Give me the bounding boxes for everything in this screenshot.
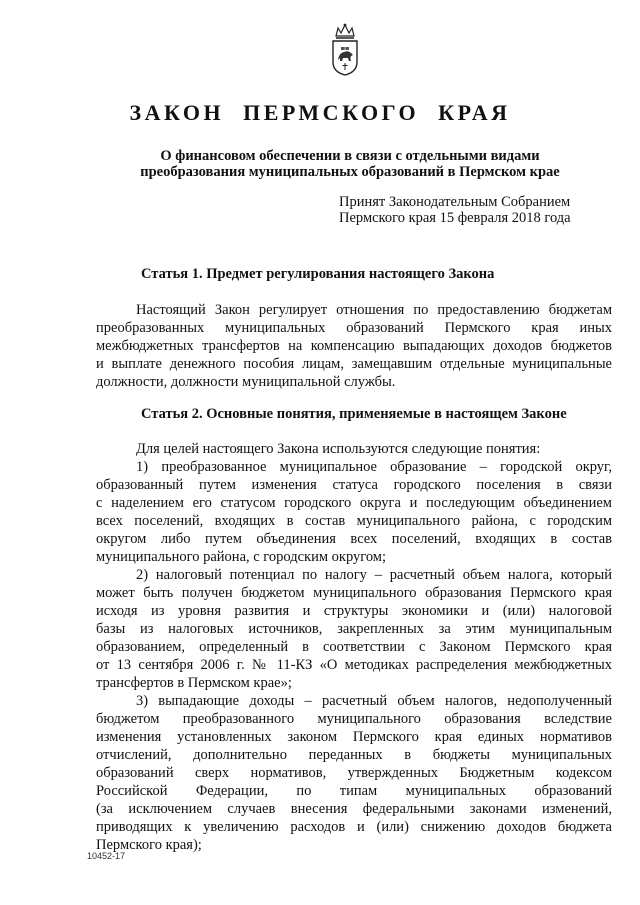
adoption-line: Пермского края 15 февраля 2018 года [339, 210, 571, 226]
definition-item-1 [96, 458, 612, 566]
text-line: межбюджетных трансфертов на компенсацию выпадающих доходов бюджетов [96, 338, 612, 354]
text-line: образованный путем изменения статуса городского поселения в связи [96, 477, 612, 493]
text-line: от 13 сентября 2006 г. № 11-КЗ «О методиках распределения межбюджетных [96, 657, 612, 673]
subtitle-line: О финансовом обеспечении в связи с отдельными видами [160, 148, 540, 164]
text-line: образованием, определенный в соответствии с Законом Пермского края [96, 639, 612, 655]
article-2-heading: Статья 2. Основные понятия, применяемые в настоящем Законе [141, 406, 567, 422]
text-line: всех поселений, входящих в состав муниципального района, с городским [96, 513, 612, 529]
text-line: должности, должности муниципальной службы. [96, 374, 396, 390]
text-line: может быть получен бюджетом муниципального образования Пермского края [96, 585, 612, 601]
text-line: 3) выпадающие доходы – расчетный объем налогов, недополученный [136, 693, 612, 709]
adoption-line: Принят Законодательным Собранием [339, 194, 571, 210]
text-line: Настоящий Закон регулирует отношения по предоставлению бюджетам [136, 302, 612, 318]
text-line: 1) преобразованное муниципальное образование – городской округ, [136, 459, 612, 475]
text-line: Для целей настоящего Закона используются следующие понятия: [136, 441, 541, 457]
document-code: 10452-17 [87, 851, 126, 861]
text-line: изменения установленных законом Пермского края единых нормативов [96, 729, 612, 745]
article-1-heading: Статья 1. Предмет регулирования настоящего Закона [141, 266, 495, 282]
text-line: базы из налоговых источников, закрепленных за этим муниципальным [96, 621, 612, 637]
text-line: бюджетом преобразованного муниципального образования вследствие [96, 711, 612, 727]
subtitle-line: преобразования муниципальных образований в Пермском крае [140, 164, 560, 180]
adoption-note [339, 194, 571, 226]
text-line: исходя из уровня развития и структуры экономики и (или) налоговой [96, 603, 612, 619]
perm-krai-coat-of-arms-icon [330, 22, 360, 76]
text-line: (за исключением случаев внесения федеральными законами изменений, [96, 801, 612, 817]
text-line: 2) налоговый потенциал по налогу – расчетный объем налога, который [136, 567, 612, 583]
text-line: приводящих к увеличению расходов и (или) снижению доходов бюджета [96, 819, 612, 835]
article-1-body [96, 301, 612, 391]
article-2-intro [96, 440, 612, 458]
text-line: Российской Федерации, по типам муниципальных образований [96, 783, 612, 799]
text-line: муниципального района, с городским округом; [96, 549, 387, 565]
text-line: Пермского края); [96, 837, 202, 853]
text-line: с наделением его статусом городского округа и последующим объединением [96, 495, 612, 511]
document-title: ЗАКОН ПЕРМСКОГО КРАЯ [129, 100, 511, 125]
text-line: и выплате денежного пособия лицам, замещавшим отдельные муниципальные [96, 356, 612, 372]
text-line: образований сверх нормативов, утвержденных Бюджетным кодексом [96, 765, 612, 781]
definition-item-3 [96, 692, 612, 854]
text-line: отчислений, дополнительно переданных в бюджеты муниципальных [96, 747, 612, 763]
text-line: трансфертов в Пермском крае»; [96, 675, 292, 691]
text-line: округом либо путем объединения всех поселений, входящих в состав [96, 531, 612, 547]
document-subtitle [120, 148, 580, 180]
definition-item-2 [96, 566, 612, 692]
text-line: преобразованных муниципальных образований Пермского края иных [96, 320, 612, 336]
